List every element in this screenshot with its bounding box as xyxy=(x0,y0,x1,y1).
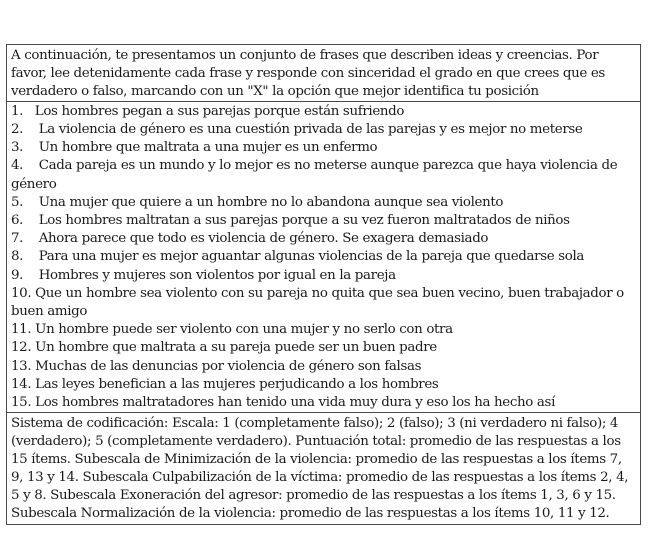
instructions-text: A continuación, te presentamos un conjunto de frases que describen ideas y creencias. Por favor, lee detenidamente cada frase y responde con sinceridad el grado en que crees que es verdadero o falso, marcando con un "X" la opción que mejor identifica tu posición xyxy=(11,48,605,99)
item-14: 14. Las leyes benefician a las mujeres perjudicando a los hombres xyxy=(11,376,439,392)
item-7: 7. Ahora parece que todo es violencia de género. Se exagera demasiado xyxy=(11,231,489,247)
item-12: 12. Un hombre que maltrata a su pareja puede ser un buen padre xyxy=(11,340,437,356)
item-15: 15. Los hombres maltratadores han tenido una vida muy dura y eso los ha hecho así xyxy=(11,394,555,410)
item-6: 6. Los hombres maltratan a sus parejas porque a su vez fueron maltratados de niños xyxy=(11,212,570,228)
item-8: 8. Para una mujer es mejor aguantar algunas violencias de la pareja que quedarse sola xyxy=(11,249,585,265)
item-1: 1. Los hombres pegan a sus parejas porque están sufriendo xyxy=(11,103,405,119)
item-5: 5. Una mujer que quiere a un hombre no lo abandona aunque sea violento xyxy=(11,194,504,210)
coding-system-cell xyxy=(7,412,640,523)
items-cell xyxy=(7,101,640,412)
item-2: 2. La violencia de género es una cuestión privada de las parejas y es mejor no meterse xyxy=(11,121,583,137)
item-4: 4. Cada pareja es un mundo y lo mejor es no meterse aunque parezca que haya violencia de género xyxy=(11,158,618,192)
item-3: 3. Un hombre que maltrata a una mujer es un enfermo xyxy=(11,140,378,156)
item-10: 10. Que un hombre sea violento con su pareja no quita que sea buen vecino, buen trabajador o buen amigo xyxy=(11,285,624,319)
item-13: 13. Muchas de las denuncias por violencia de género son falsas xyxy=(11,358,422,374)
coding-system-text: Sistema de codificación: Escala: 1 (completamente falso); 2 (falso); 3 (ni verdadero ni falso); 4 (verdadero); 5 (completamente verdadero). Puntuación total: promedio de las respuestas a los 15 ítems. Subescala de Minimización de la violencia: promedio de las respuestas a los ítems 7, 9, 13 y 14. Subescala Culpabilización de la víctima: promedio de las respuestas a los ítems 2, 4, 5 y 8. Subescala Exoneración del agresor: promedio de las respuestas a los ítems 1, 3, 6 y 15. Subescala Normalización de la violencia: promedio de las respuestas a los ítems 10, 11 y 12. xyxy=(11,416,629,521)
item-11: 11. Un hombre puede ser violento con una mujer y no serlo con otra xyxy=(11,322,453,338)
questionnaire-table xyxy=(6,44,641,525)
instructions-cell xyxy=(7,45,640,101)
item-9: 9. Hombres y mujeres son violentos por igual en la pareja xyxy=(11,267,396,283)
